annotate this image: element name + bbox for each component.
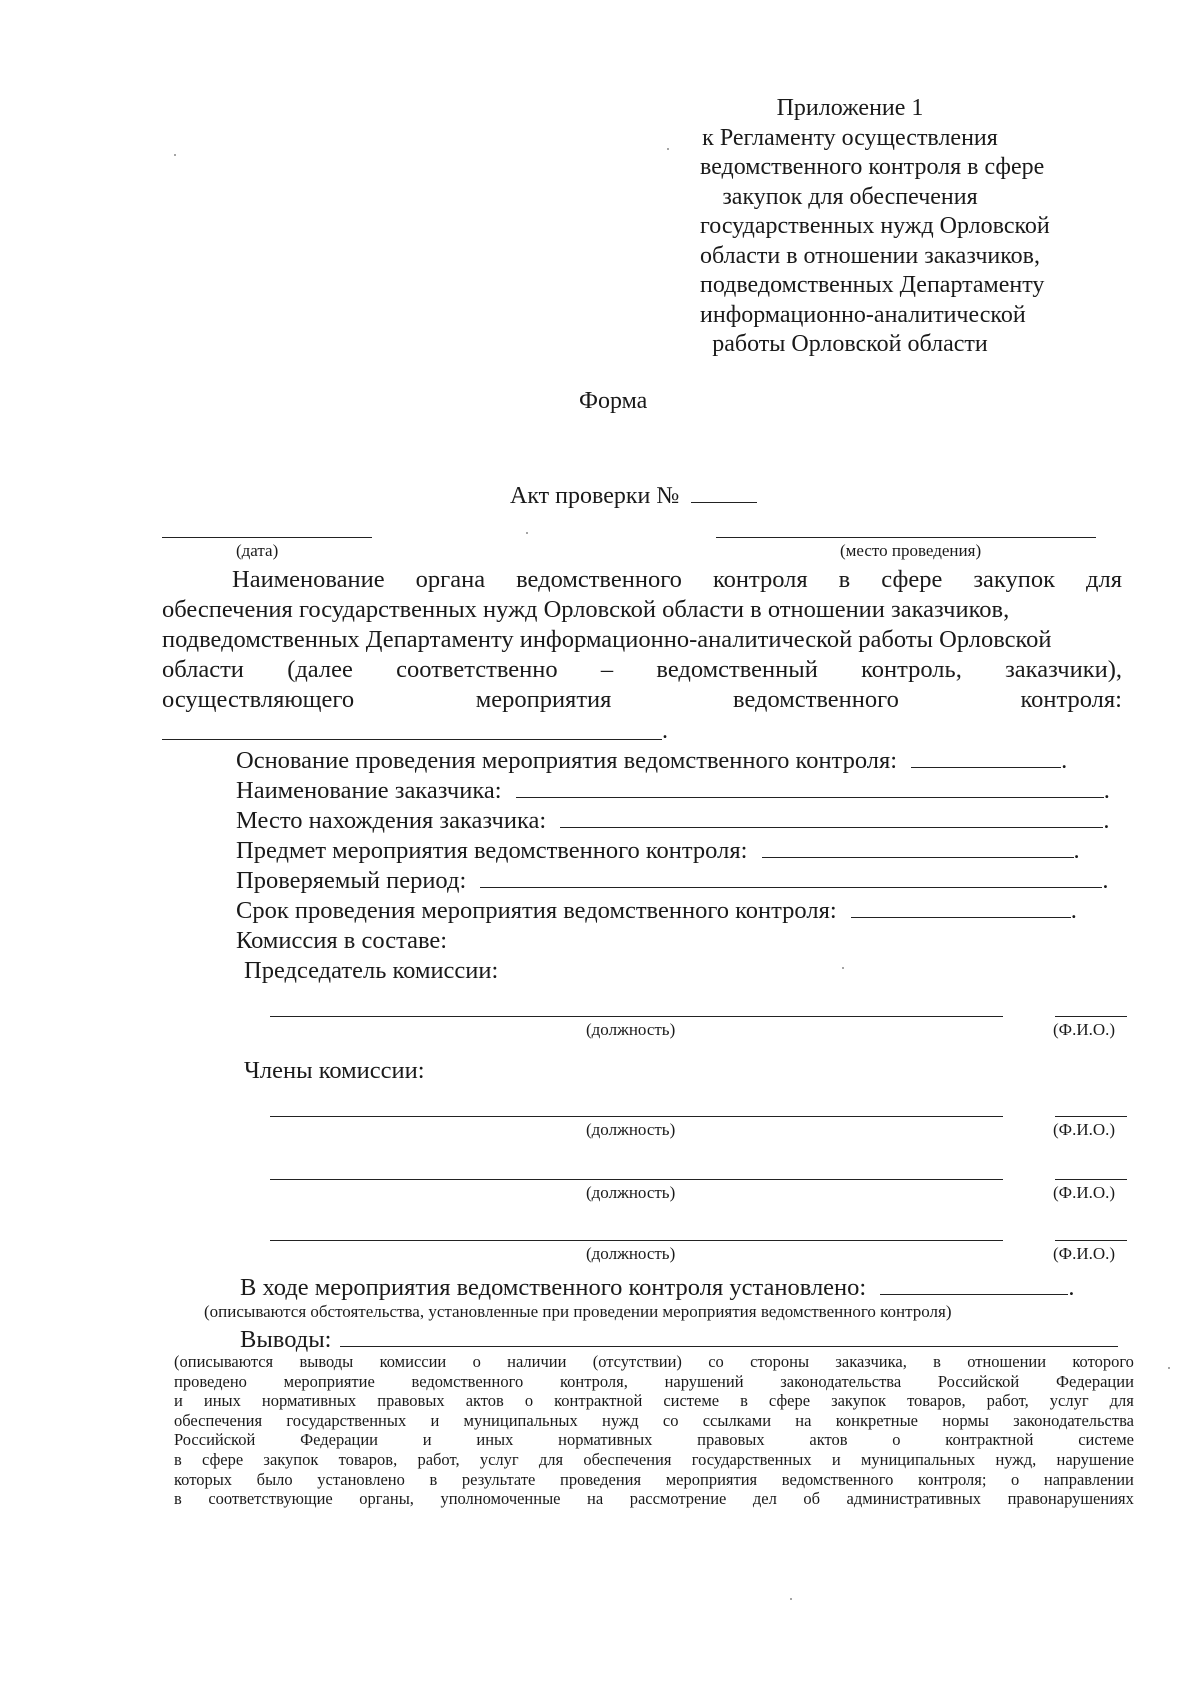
appendix-line: Приложение 1 bbox=[776, 95, 924, 121]
intro-line-5: осуществляющего мероприятия ведомственного контроля: bbox=[162, 686, 1122, 713]
act-number-field[interactable] bbox=[691, 482, 757, 503]
established-row: В ходе мероприятия ведомственного контроля установлено: . bbox=[240, 1274, 1075, 1301]
subject-field[interactable] bbox=[762, 837, 1074, 858]
intro-line-3: подведомственных Департаменту информационно-аналитической работы Орловской bbox=[162, 626, 1052, 653]
member-1-fio-line[interactable] bbox=[1055, 1116, 1127, 1117]
fio-caption: (Ф.И.О.) bbox=[1053, 1183, 1116, 1202]
conclusions-field[interactable] bbox=[340, 1326, 1118, 1347]
note-line: обеспечения государственных и муниципальных нужд со ссылками на конкретные нормы законодательства bbox=[174, 1410, 1134, 1430]
appendix-line: работы Орловской области bbox=[712, 331, 988, 357]
member-3-position-line[interactable] bbox=[270, 1240, 1003, 1241]
member-2-position-line[interactable] bbox=[270, 1179, 1003, 1180]
act-title bbox=[510, 482, 757, 510]
member-3-fio-line[interactable] bbox=[1055, 1240, 1127, 1241]
subject-row: Предмет мероприятия ведомственного контроля: . bbox=[236, 837, 1080, 864]
fio-caption: (Ф.И.О.) bbox=[1053, 1020, 1116, 1039]
form-label: Форма bbox=[579, 388, 648, 414]
customer-name-field[interactable] bbox=[516, 777, 1104, 798]
note-line: (описываются выводы комиссии о наличии (отсутствии) со стороны заказчика, в отношении которого bbox=[174, 1352, 1134, 1371]
appendix-line: к Регламенту осуществления bbox=[702, 124, 998, 151]
place-caption: (место проведения) bbox=[840, 541, 982, 560]
act-title-text: Акт проверки № bbox=[510, 483, 680, 509]
intro-line-4: области (далее соответственно – ведомственный контроль, заказчики), bbox=[162, 656, 1122, 683]
scan-speck bbox=[842, 967, 844, 969]
member-2-fio-line[interactable] bbox=[1055, 1179, 1127, 1180]
position-caption: (должность) bbox=[586, 1020, 676, 1039]
intro-line-1: Наименование органа ведомственного контроля в сфере закупок для bbox=[232, 566, 1122, 593]
appendix-header bbox=[700, 94, 1050, 360]
basis-field[interactable] bbox=[911, 747, 1061, 768]
customer-location-row: Место нахождения заказчика: . bbox=[236, 807, 1110, 834]
note-line: в сфере закупок товаров, работ, услуг для обеспечения государственных и муниципальных нужд, нарушение bbox=[174, 1449, 1134, 1469]
customer-location-field[interactable] bbox=[560, 807, 1103, 828]
term-row: Срок проведения мероприятия ведомственного контроля: . bbox=[236, 897, 1077, 924]
appendix-line: ведомственного контроля в сфере bbox=[700, 154, 1045, 180]
position-caption: (должность) bbox=[586, 1244, 676, 1263]
appendix-line: государственных нужд Орловской bbox=[700, 213, 1050, 239]
note-line: Российской Федерации и иных нормативных правовых актов о контрактной системе bbox=[174, 1430, 1134, 1450]
control-body-line[interactable] bbox=[162, 739, 662, 740]
date-line[interactable] bbox=[162, 537, 372, 538]
period-row: Проверяемый период: . bbox=[236, 867, 1109, 894]
note-line: и иных нормативных правовых актов о контрактной системе в сфере закупок товаров, работ, услуг для bbox=[174, 1391, 1134, 1411]
appendix-line: области в отношении заказчиков, bbox=[700, 242, 1041, 269]
position-caption: (должность) bbox=[586, 1183, 676, 1202]
scan-speck bbox=[667, 148, 669, 150]
appendix-line: закупок для обеспечения bbox=[722, 183, 978, 210]
fio-caption: (Ф.И.О.) bbox=[1053, 1244, 1116, 1263]
members-label: Члены комиссии: bbox=[244, 1057, 425, 1084]
place-line[interactable] bbox=[716, 537, 1096, 538]
conclusions-note bbox=[174, 1352, 1134, 1509]
fio-caption: (Ф.И.О.) bbox=[1053, 1120, 1116, 1139]
period-mark: . bbox=[662, 718, 668, 744]
established-note: (описываются обстоятельства, установленные при проведении мероприятия ведомственного контроля) bbox=[204, 1302, 952, 1321]
appendix-line: информационно-аналитической bbox=[700, 301, 1026, 328]
intro-line-2: обеспечения государственных нужд Орловской области в отношении заказчиков, bbox=[162, 596, 1010, 623]
customer-name-row: Наименование заказчика: . bbox=[236, 777, 1110, 804]
scan-speck bbox=[1168, 1367, 1170, 1369]
note-line: проведено мероприятие ведомственного контроля, нарушений законодательства Российской Федерации bbox=[174, 1371, 1134, 1391]
chairman-label: Председатель комиссии: bbox=[244, 957, 499, 984]
chairman-position-line[interactable] bbox=[270, 1016, 1003, 1017]
note-line: которых было установлено в результате проведения мероприятия ведомственного контроля; о направлении bbox=[174, 1469, 1134, 1489]
scan-speck bbox=[790, 1598, 792, 1600]
scan-speck bbox=[526, 532, 528, 534]
commission-label: Комиссия в составе: bbox=[236, 927, 448, 954]
scan-speck bbox=[174, 154, 176, 156]
term-field[interactable] bbox=[851, 897, 1071, 918]
basis-row: Основание проведения мероприятия ведомственного контроля: . bbox=[236, 747, 1068, 774]
date-caption: (дата) bbox=[236, 541, 279, 560]
appendix-line: подведомственных Департаменту bbox=[700, 272, 1045, 298]
note-line: в соответствующие органы, уполномоченные на рассмотрение дел об административных правонарушениях bbox=[174, 1489, 1134, 1509]
member-1-position-line[interactable] bbox=[270, 1116, 1003, 1117]
period-field[interactable] bbox=[480, 867, 1102, 888]
established-field[interactable] bbox=[880, 1274, 1068, 1295]
position-caption: (должность) bbox=[586, 1120, 676, 1139]
chairman-fio-line[interactable] bbox=[1055, 1016, 1127, 1017]
conclusions-row: Выводы: bbox=[240, 1326, 1118, 1354]
